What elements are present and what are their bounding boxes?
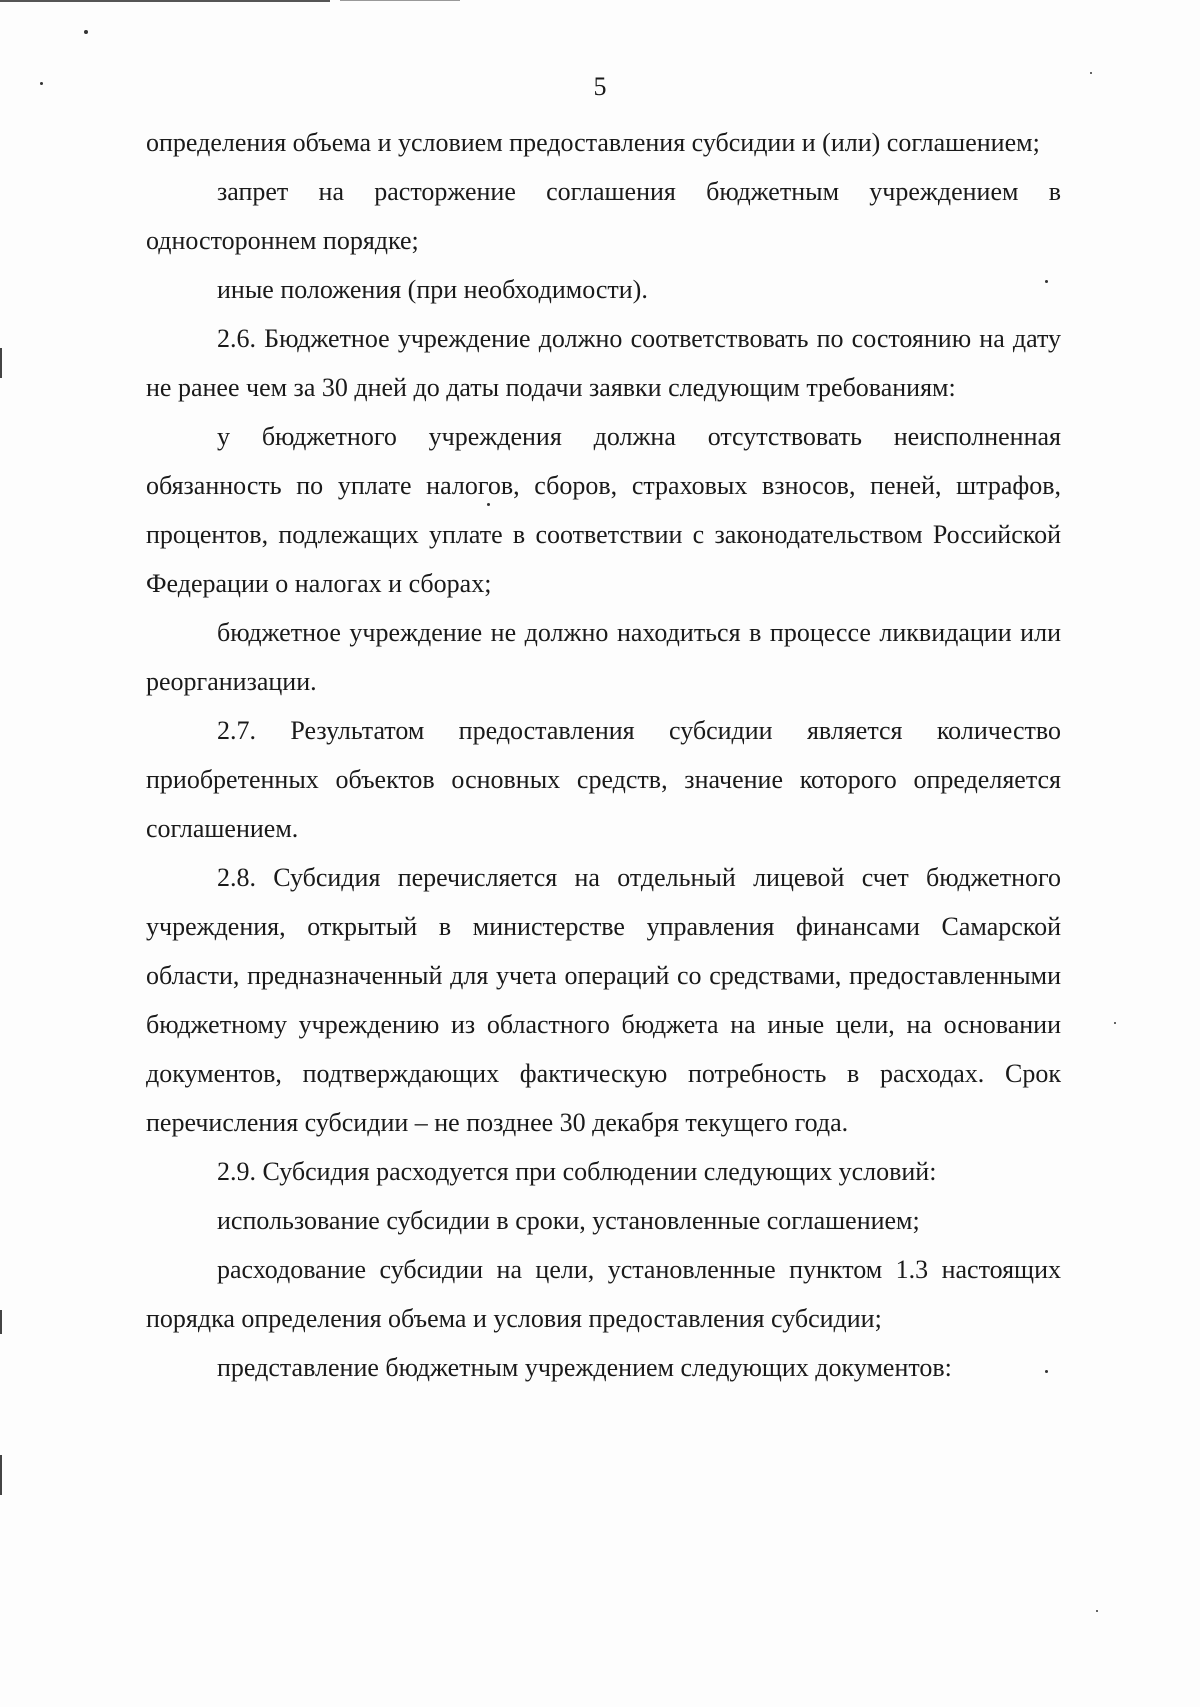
paragraph: использование субсидии в сроки, установленные соглашением; [217, 1206, 920, 1235]
paragraph: запрет на расторжение соглашения бюджетным учреждением в одностороннем порядке; [146, 177, 1061, 255]
page-number: 5 [593, 72, 607, 101]
scan-speck [84, 30, 88, 34]
paragraph: представление бюджетным учреждением следующих документов: [217, 1353, 952, 1382]
paragraph: расходование субсидии на цели, установленные пунктом 1.3 настоящих порядка определения объема и условия предоставления субсидии; [146, 1255, 1061, 1333]
paragraph: бюджетное учреждение не должно находиться в процессе ликвидации или реорганизации. [146, 618, 1061, 696]
scan-edge-mark [0, 1310, 2, 1334]
scan-edge-mark [0, 1455, 2, 1495]
scan-edge-line [340, 0, 460, 1]
paragraph: определения объема и условием предоставления субсидии и (или) соглашением; [146, 128, 1040, 157]
paragraph: 2.7. Результатом предоставления субсидии является количество приобретенных объектов основных средств, значение которого определяется соглашением. [146, 716, 1061, 843]
scan-speck [1114, 1022, 1116, 1024]
scan-speck [1096, 1610, 1098, 1612]
paragraph: иные положения (при необходимости). [217, 275, 648, 304]
scan-edge-mark [0, 348, 2, 378]
paragraph: 2.8. Субсидия перечисляется на отдельный лицевой счет бюджетного учреждения, открытый в министерстве управления финансами Самарской области, предназначенный для учета операций со средствами, предоставленными бюджетному учреждению из областного бюджета на иные цели, на основании документов, подтверждающих фактическую потребность в расходах. Срок перечисления субсидии – не позднее 30 декабря текущего года. [146, 863, 1061, 1137]
paragraph: 2.9. Субсидия расходуется при соблюдении следующих условий: [217, 1157, 937, 1186]
document-body [146, 118, 1061, 1392]
scan-edge-line [0, 0, 330, 2]
paragraph: у бюджетного учреждения должна отсутствовать неисполненная обязанность по уплате налогов, сборов, страховых взносов, пеней, штрафов, процентов, подлежащих уплате в соответствии с законодательством Российской Федерации о налогах и сборах; [146, 422, 1061, 598]
paragraph: 2.6. Бюджетное учреждение должно соответствовать по состоянию на дату не ранее чем за 30 дней до даты подачи заявки следующим требованиям: [146, 324, 1061, 402]
